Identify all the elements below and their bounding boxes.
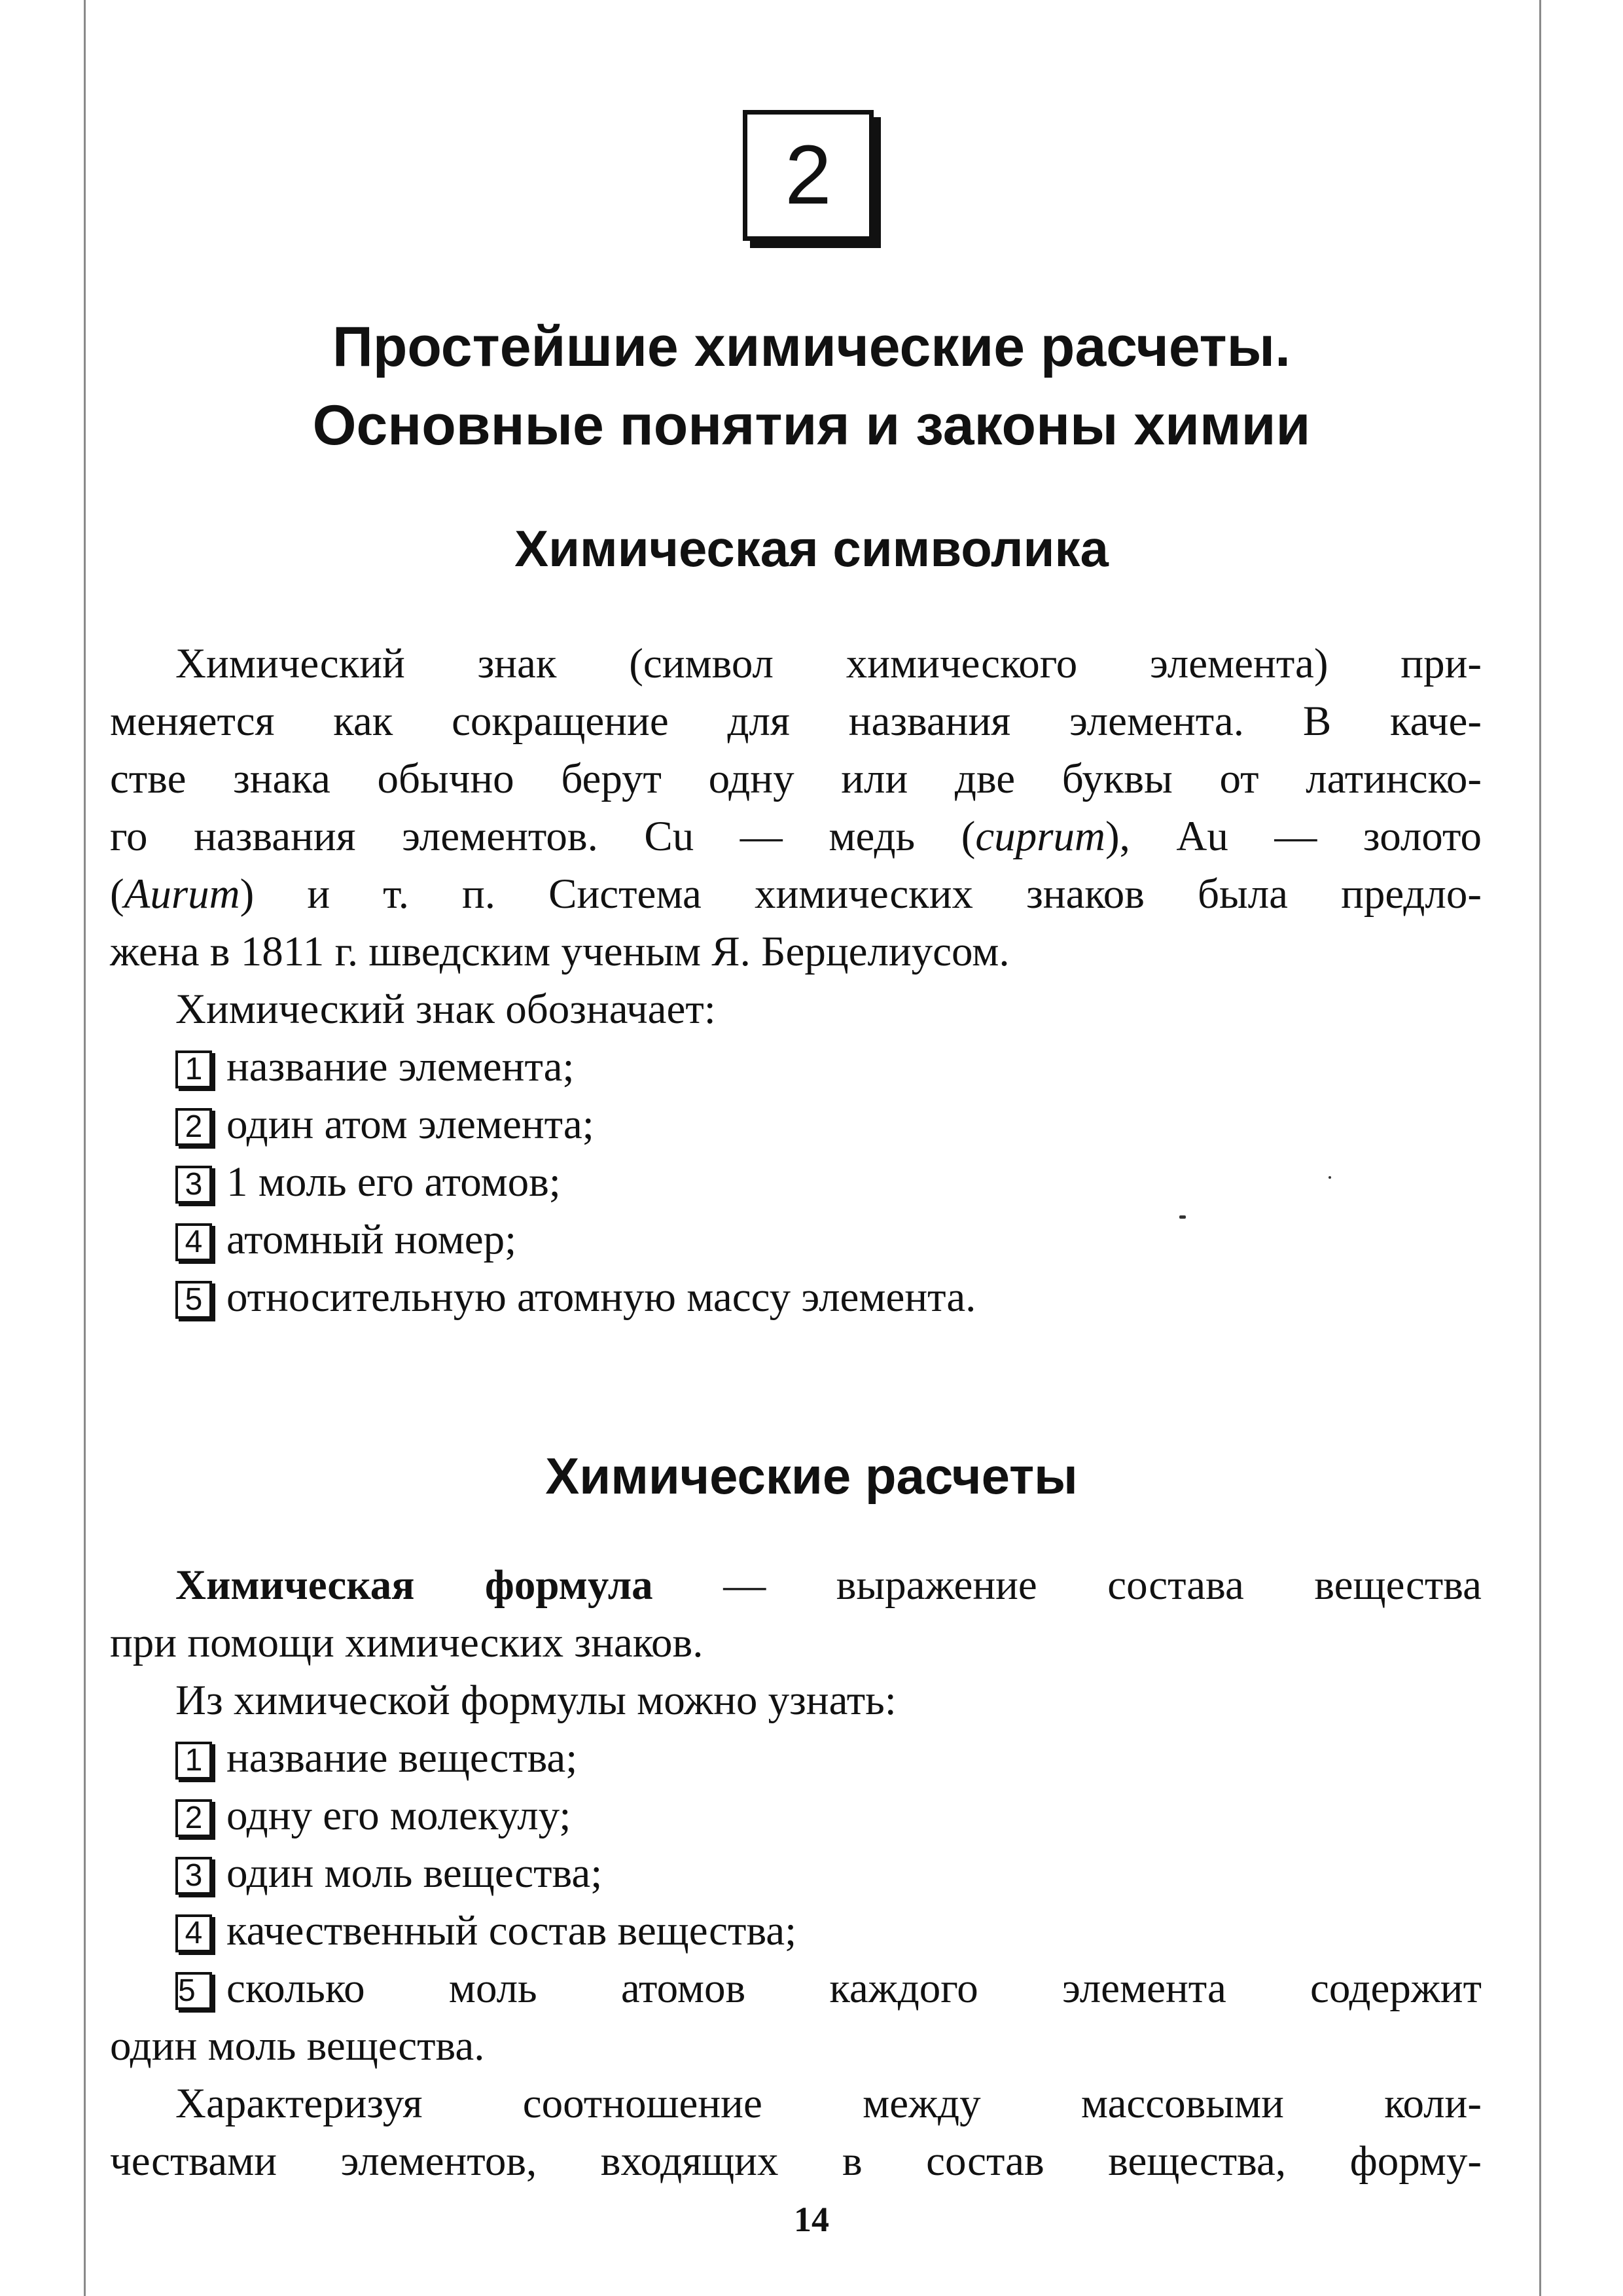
- chapter-title-line-1: Простейшие химические расчеты.: [332, 315, 1291, 378]
- list-item: [175, 1096, 594, 1153]
- scan-speck: [1179, 1215, 1186, 1219]
- paragraph-line: Характеризуя соотношение между массовыми коли-: [175, 2080, 1482, 2127]
- list-item-text: относительную атомную массу элемента.: [226, 1274, 976, 1321]
- page-number: 14: [794, 2200, 829, 2239]
- paragraph-line: [110, 865, 1482, 923]
- paragraph-line: [175, 1556, 1482, 1614]
- chapter-title-line-2: Основные понятия и законы химии: [312, 394, 1311, 457]
- paragraph-line: жена в 1811 г. шведским ученым Я. Берцелиусом.: [110, 928, 1010, 975]
- list-item-text: сколько моль атомов каждого элемента содержит: [226, 1965, 1482, 2012]
- list-item: [175, 1844, 602, 1902]
- item-number-box: 2: [175, 1108, 212, 1146]
- list-item: [175, 1729, 577, 1787]
- term-chemical-formula: Химическая формула: [175, 1562, 653, 1609]
- text-run: го названия элементов. Cu — медь (: [110, 813, 976, 860]
- item-number-box: 1: [175, 1050, 212, 1088]
- chapter-title: [118, 308, 1505, 465]
- paragraph-line: меняется как сокращение для названия элемента. В каче-: [110, 698, 1482, 745]
- latin-name-cuprum: cuprum: [975, 813, 1105, 860]
- page-border-left: [84, 0, 86, 2296]
- scan-speck: [1329, 1176, 1331, 1179]
- list-item: [175, 1902, 796, 1960]
- paragraph-line: [110, 808, 1482, 865]
- paragraph-line: чествами элементов, входящих в состав вещества, форму-: [110, 2138, 1482, 2185]
- item-number-box: 3: [175, 1166, 212, 1204]
- list-item: [175, 1268, 976, 1326]
- list-item: [175, 1787, 571, 1844]
- list-item-text: одну его молекулу;: [226, 1792, 571, 1839]
- latin-name-aurum: Aurum: [124, 870, 240, 918]
- item-number-box: 5: [175, 1281, 212, 1319]
- list-intro: Из химической формулы можно узнать:: [175, 1677, 897, 1724]
- list-item: [175, 1960, 1482, 2017]
- paragraph-line: при помощи химических знаков.: [110, 1619, 704, 1666]
- section-heading-chemical-symbols: Химическая символика: [514, 520, 1109, 577]
- list-item-text: качественный состав вещества;: [226, 1907, 797, 1954]
- item-number-box: 1: [175, 1742, 212, 1780]
- text-run: ) и т. п. Система химических знаков была предло-: [240, 870, 1482, 918]
- list-item-text: атомный номер;: [226, 1216, 517, 1263]
- item-number-box: 2: [175, 1799, 212, 1837]
- text-run: ), Au — золото: [1105, 813, 1482, 860]
- list-item: [175, 1038, 575, 1096]
- chapter-number: 2: [785, 128, 832, 222]
- list-item: [175, 1211, 516, 1268]
- list-item-text: один атом элемента;: [226, 1101, 594, 1148]
- list-item: [175, 1153, 561, 1211]
- list-item-continuation: один моль вещества.: [110, 2022, 485, 2070]
- list-intro: Химический знак обозначает:: [175, 986, 716, 1033]
- item-number-box: 5: [175, 1972, 212, 2010]
- text-run: — выражение состава вещества: [652, 1562, 1482, 1609]
- paragraph-line: стве знака обычно берут одну или две буквы от латинско-: [110, 755, 1482, 802]
- item-number-box: 3: [175, 1857, 212, 1895]
- list-item-text: 1 моль его атомов;: [226, 1158, 561, 1206]
- item-number-box: 4: [175, 1914, 212, 1952]
- item-number-box: 4: [175, 1223, 212, 1261]
- text-run: (: [110, 870, 124, 918]
- paragraph-line: Химический знак (символ химического элемента) при-: [175, 640, 1482, 687]
- chapter-number-box: [743, 110, 874, 241]
- list-item-text: название элемента;: [226, 1043, 575, 1090]
- page-border-right: [1539, 0, 1541, 2296]
- list-item-text: название вещества;: [226, 1734, 578, 1782]
- list-item-text: один моль вещества;: [226, 1850, 603, 1897]
- section-heading-chemical-calculations: Химические расчеты: [545, 1447, 1078, 1505]
